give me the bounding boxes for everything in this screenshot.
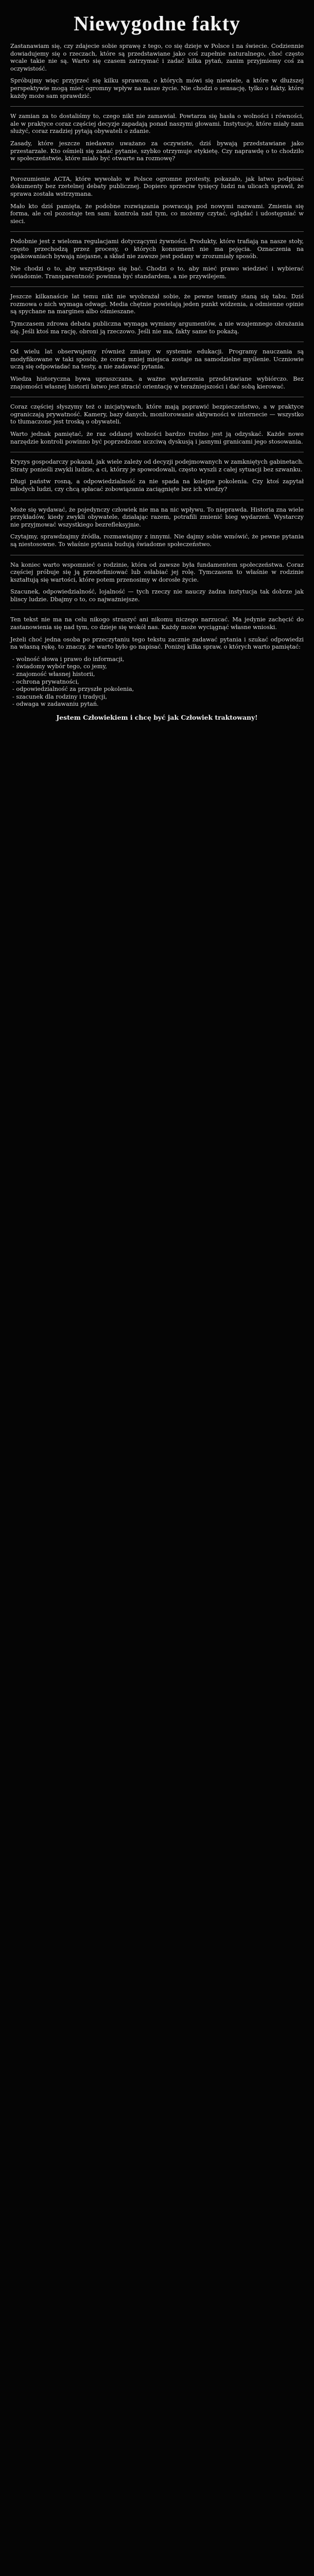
- paragraph: Jeżeli choć jedna osoba po przeczytaniu tego tekstu zacznie zadawać pytania i szukać odpowiedzi na własną rękę, to znaczy, że warto było go napisać. Poniżej kilka spraw, o których warto pamiętać:: [10, 636, 304, 651]
- paragraph: Spróbujmy więc przyjrzeć się kilku sprawom, o których mówi się niewiele, a które w dłuższej perspektywie mogą mieć ogromny wpływ na nasze życie. Nie chodzi o sensację, tylko o fakty, które każdy może sam sprawdzić.: [10, 77, 304, 99]
- paragraph: Wiedza historyczna bywa upraszczana, a ważne wydarzenia przedstawiane wybiórczo. Bez znajomości własnej historii łatwo jest stracić orientację w teraźniejszości i dać sobą kierować.: [10, 376, 304, 390]
- bullet-list: [10, 656, 304, 708]
- paragraph: Ten tekst nie ma na celu nikogo straszyć ani nikomu niczego narzucać. Ma jedynie zachęcić do zastanowienia się nad tym, co dzieje się wokół nas. Każdy może wyciągnąć własne wnioski.: [10, 616, 304, 631]
- article-section: [10, 506, 304, 549]
- article-section: [10, 403, 304, 446]
- section-divider: [10, 609, 304, 610]
- paragraph: Szacunek, odpowiedzialność, lojalność — tych rzeczy nie nauczy żadna instytucja tak dobrze jak bliscy ludzie. Dbajmy o to, co najważniejsze.: [10, 588, 304, 603]
- paragraph: Podobnie jest z wieloma regulacjami dotyczącymi żywności. Produkty, które trafiają na nasze stoły, często przechodzą przez procesy, o których konsument nie ma pojęcia. Oznaczenia na opakowaniach bywają niejasne, a skład nie zawsze jest podany w zrozumiały sposób.: [10, 238, 304, 260]
- section-divider: [10, 169, 304, 170]
- article-section: [10, 43, 304, 100]
- article-section: [10, 238, 304, 280]
- paragraph: Mało kto dziś pamięta, że podobne rozwiązania powracają pod nowymi nazwami. Zmienia się forma, ale cel pozostaje ten sam: kontrola nad tym, co możemy czytać, oglądać i udostępniać w sieci.: [10, 202, 304, 225]
- paragraph: Warto jednak pamiętać, że raz oddanej wolności bardzo trudno jest ją odzyskać. Każde nowe narzędzie kontroli powinno być poprzedzone uczciwą dyskusją i jasnymi granicami jego stosowania.: [10, 430, 304, 445]
- list-item: - ochrona prywatności,: [12, 678, 79, 685]
- article-section: [10, 616, 304, 708]
- paragraph: Zasady, które jeszcze niedawno uważano za oczywiste, dziś bywają przedstawiane jako przestarzałe. Kto ośmieli się zadać pytanie, szybko otrzymuje etykietę. Czy naprawdę o to chodziło w społeczeństwie, które miało być otwarte na rozmowę?: [10, 140, 304, 162]
- list-item: - znajomość własnej historii,: [12, 671, 95, 678]
- page-title: Niewygodne fakty: [74, 12, 240, 35]
- section-divider: [10, 106, 304, 107]
- paragraph: Długi państw rosną, a odpowiedzialność za nie spada na kolejne pokolenia. Czy ktoś zapytał młodych ludzi, czy chcą spłacać zobowiązania zaciągnięte bez ich wiedzy?: [10, 478, 304, 493]
- paragraph: W zamian za to dostaliśmy to, czego nikt nie zamawiał. Powtarza się hasła o wolności i równości, ale w praktyce coraz częściej decyzje zapadają ponad naszymi głowami. Instytucje, które miały nam służyć, coraz rzadziej pytają obywateli o zdanie.: [10, 113, 304, 135]
- article-section: [10, 176, 304, 226]
- article-section: [10, 459, 304, 493]
- article-section: [10, 348, 304, 391]
- paragraph: Czytajmy, sprawdzajmy źródła, rozmawiajmy z innymi. Nie dajmy sobie wmówić, że pewne pytania są niestosowne. To właśnie pytania budują świadome społeczeństwo.: [10, 533, 304, 548]
- list-item: - wolność słowa i prawo do informacji,: [12, 655, 125, 663]
- paragraph: Może się wydawać, że pojedynczy człowiek nie ma na nic wpływu. To nieprawda. Historia zna wiele przykładów, kiedy zwykli obywatele, działając razem, potrafili zmienić bieg wydarzeń. Wystarczy nie przyjmować wszystkiego bezrefleksyjnie.: [10, 506, 304, 528]
- paragraph: Nie chodzi o to, aby wszystkiego się bać. Chodzi o to, aby mieć prawo wiedzieć i wybierać świadomie. Transparentność powinna być standardem, a nie przywilejem.: [10, 265, 304, 280]
- article-section: [10, 562, 304, 604]
- paragraph: Porozumienie ACTA, które wywołało w Polsce ogromne protesty, pokazało, jak łatwo podpisać dokumenty bez rzetelnej debaty publicznej. Dopiero sprzeciw tysięcy ludzi na ulicach sprawił, że sprawa została wstrzymana.: [10, 175, 304, 197]
- list-item: - szacunek dla rodziny i tradycji,: [12, 693, 108, 700]
- list-item: - odwaga w zadawaniu pytań.: [12, 701, 99, 708]
- section-divider: [10, 286, 304, 287]
- closing-statement: Jestem Człowiekiem i chcę być jak Człowiek traktowany!: [56, 714, 258, 721]
- paragraph: Kryzys gospodarczy pokazał, jak wiele zależy od decyzji podejmowanych w zamkniętych gabinetach. Straty ponieśli zwykli ludzie, a ci, którzy je spowodowali, często wyszli z całej sytuacji bez szwanku.: [10, 459, 304, 473]
- paragraph: Tymczasem zdrowa debata publiczna wymaga wymiany argumentów, a nie wzajemnego obrażania się. Jeśli ktoś ma rację, obroni ją rzeczowo. Jeśli nie ma, fakty same to pokażą.: [10, 320, 304, 335]
- paragraph: Jeszcze kilkanaście lat temu nikt nie wyobrażał sobie, że pewne tematy staną się tabu. Dziś rozmowa o nich wymaga odwagi. Media chętnie powielają jeden punkt widzenia, a odmienne opinie są spychane na margines albo ośmieszane.: [10, 293, 304, 315]
- paragraph: Zastanawiam się, czy zdajecie sobie sprawę z tego, co się dzieje w Polsce i na świecie. Codziennie dowiadujemy się o rzeczach, które są przedstawiane jako coś zupełnie naturalnego, choć często wcale takie nie są. Warto się czasem zatrzymać i zadać kilka pytań, zanim przyjmiemy coś za oczywistość.: [10, 43, 304, 72]
- list-item: - świadomy wybór tego, co jemy,: [12, 663, 107, 670]
- list-item: - odpowiedzialność za przyszłe pokolenia,: [12, 686, 134, 693]
- paragraph: Od wielu lat obserwujemy również zmiany w systemie edukacji. Programy nauczania są modyfikowane w taki sposób, że coraz mniej miejsca zostaje na samodzielne myślenie. Uczniowie uczą się odpowiadać na testy, a nie zadawać pytania.: [10, 348, 304, 370]
- article-section: [10, 113, 304, 163]
- paragraph: Na koniec warto wspomnieć o rodzinie, która od zawsze była fundamentem społeczeństwa. Coraz częściej próbuje się ją przedefiniować lub osłabiać jej rolę. Tymczasem to właśnie w rodzinie kształtują się wartości, które potem przenosimy w dorosłe życie.: [10, 561, 304, 583]
- paragraph: Coraz częściej słyszymy też o inicjatywach, które mają poprawić bezpieczeństwo, a w praktyce ograniczają prywatność. Kamery, bazy danych, monitorowanie aktywności w internecie — wszystko to tłumaczone jest troską o obywateli.: [10, 403, 304, 426]
- article-section: [10, 293, 304, 335]
- article-body: [10, 43, 304, 708]
- section-divider: [10, 231, 304, 232]
